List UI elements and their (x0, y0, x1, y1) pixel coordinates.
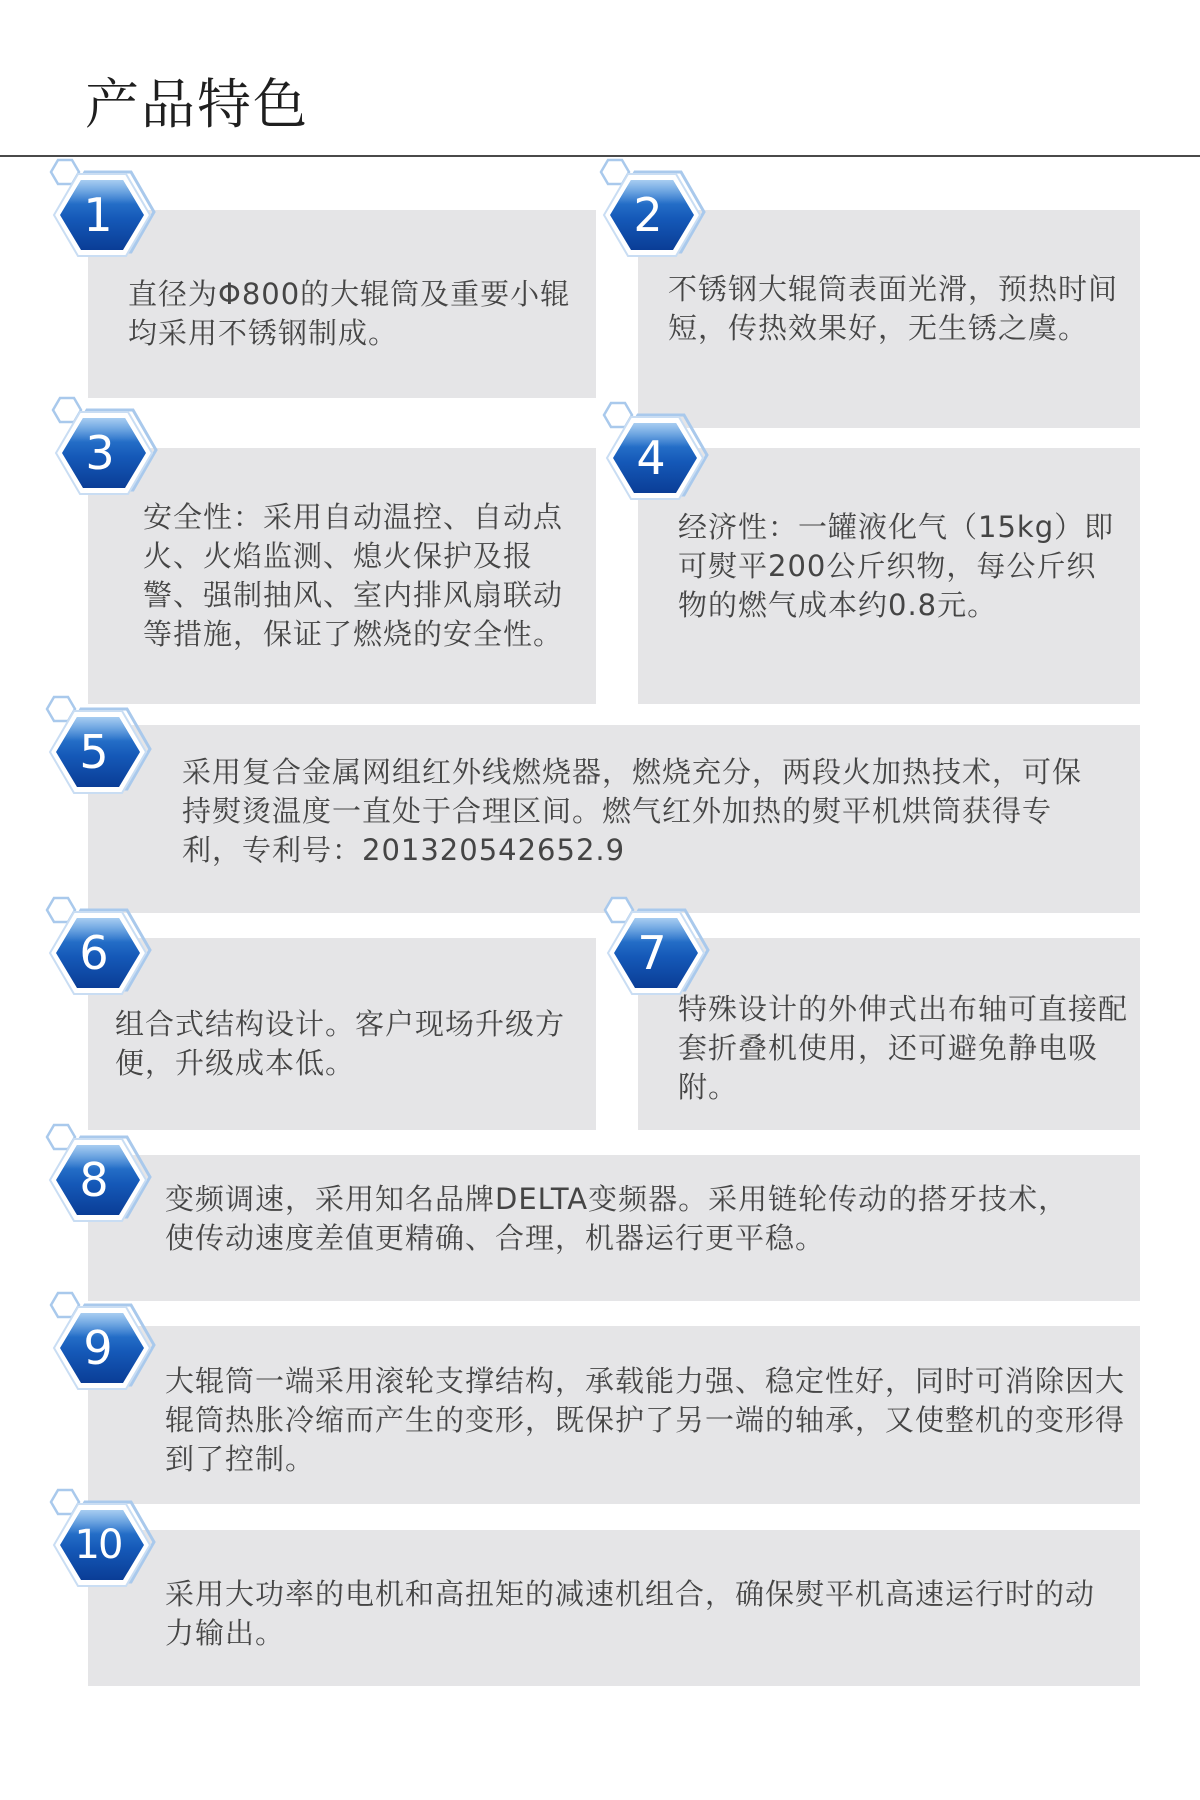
badge-number-5: 5 (79, 725, 109, 779)
badge-8 (46, 1125, 156, 1235)
badge-3 (52, 398, 162, 508)
feature-text-7: 特殊设计的外伸式出布轴可直接配套折叠机使用，还可避免静电吸附。 (678, 992, 1129, 1104)
badge-number-10: 10 (74, 1522, 122, 1568)
badge-number-7: 7 (637, 926, 667, 980)
badge-1 (50, 160, 160, 270)
feature-text-9: 大辊筒一端采用滚轮支撑结构，承载能力强、稳定性好，同时可消除因大辊筒热胀冷缩而产生的变形，既保护了另一端的轴承，又使整机的变形得到了控制。 (165, 1364, 1126, 1476)
badge-5 (46, 697, 156, 807)
badge-7 (604, 898, 714, 1008)
badge-10 (50, 1490, 160, 1600)
feature-text-6: 组合式结构设计。客户现场升级方便，升级成本低。 (115, 1007, 566, 1080)
feature-text-10: 采用大功率的电机和高扭矩的减速机组合，确保熨平机高速运行时的动力输出。 (165, 1577, 1096, 1650)
badge-number-3: 3 (85, 426, 115, 480)
feature-text-1: 直径为Φ800的大辊筒及重要小辊均采用不锈钢制成。 (128, 277, 571, 350)
page-title: 产品特色 (85, 73, 309, 136)
badge-number-2: 2 (633, 188, 663, 242)
badge-6 (46, 898, 156, 1008)
badge-number-9: 9 (83, 1321, 113, 1375)
badge-9 (50, 1293, 160, 1403)
feature-text-5: 采用复合金属网组红外线燃烧器，燃烧充分，两段火加热技术，可保持熨烫温度一直处于合理区间。燃气红外加热的熨平机烘筒获得专利，专利号：201320542652.9 (182, 755, 1083, 867)
badge-number-1: 1 (83, 188, 113, 242)
feature-text-2: 不锈钢大辊筒表面光滑，预热时间短，传热效果好，无生锈之虞。 (668, 272, 1119, 345)
badge-4 (603, 403, 713, 513)
title-divider (0, 155, 1200, 157)
feature-text-8: 变频调速，采用知名品牌DELTA变频器。采用链轮传动的搭牙技术，使传动速度差值更精确、合理，机器运行更平稳。 (165, 1182, 1069, 1255)
feature-text-4: 经济性：一罐液化气（15kg）即可熨平200公斤织物，每公斤织物的燃气成本约0.8元。 (678, 510, 1115, 622)
badge-2 (600, 160, 710, 270)
badge-number-8: 8 (79, 1153, 109, 1207)
feature-text-3: 安全性：采用自动温控、自动点火、火焰监测、熄火保护及报警、强制抽风、室内排风扇联动等措施，保证了燃烧的安全性。 (143, 500, 564, 651)
badge-number-6: 6 (79, 926, 109, 980)
badge-number-4: 4 (636, 431, 666, 485)
